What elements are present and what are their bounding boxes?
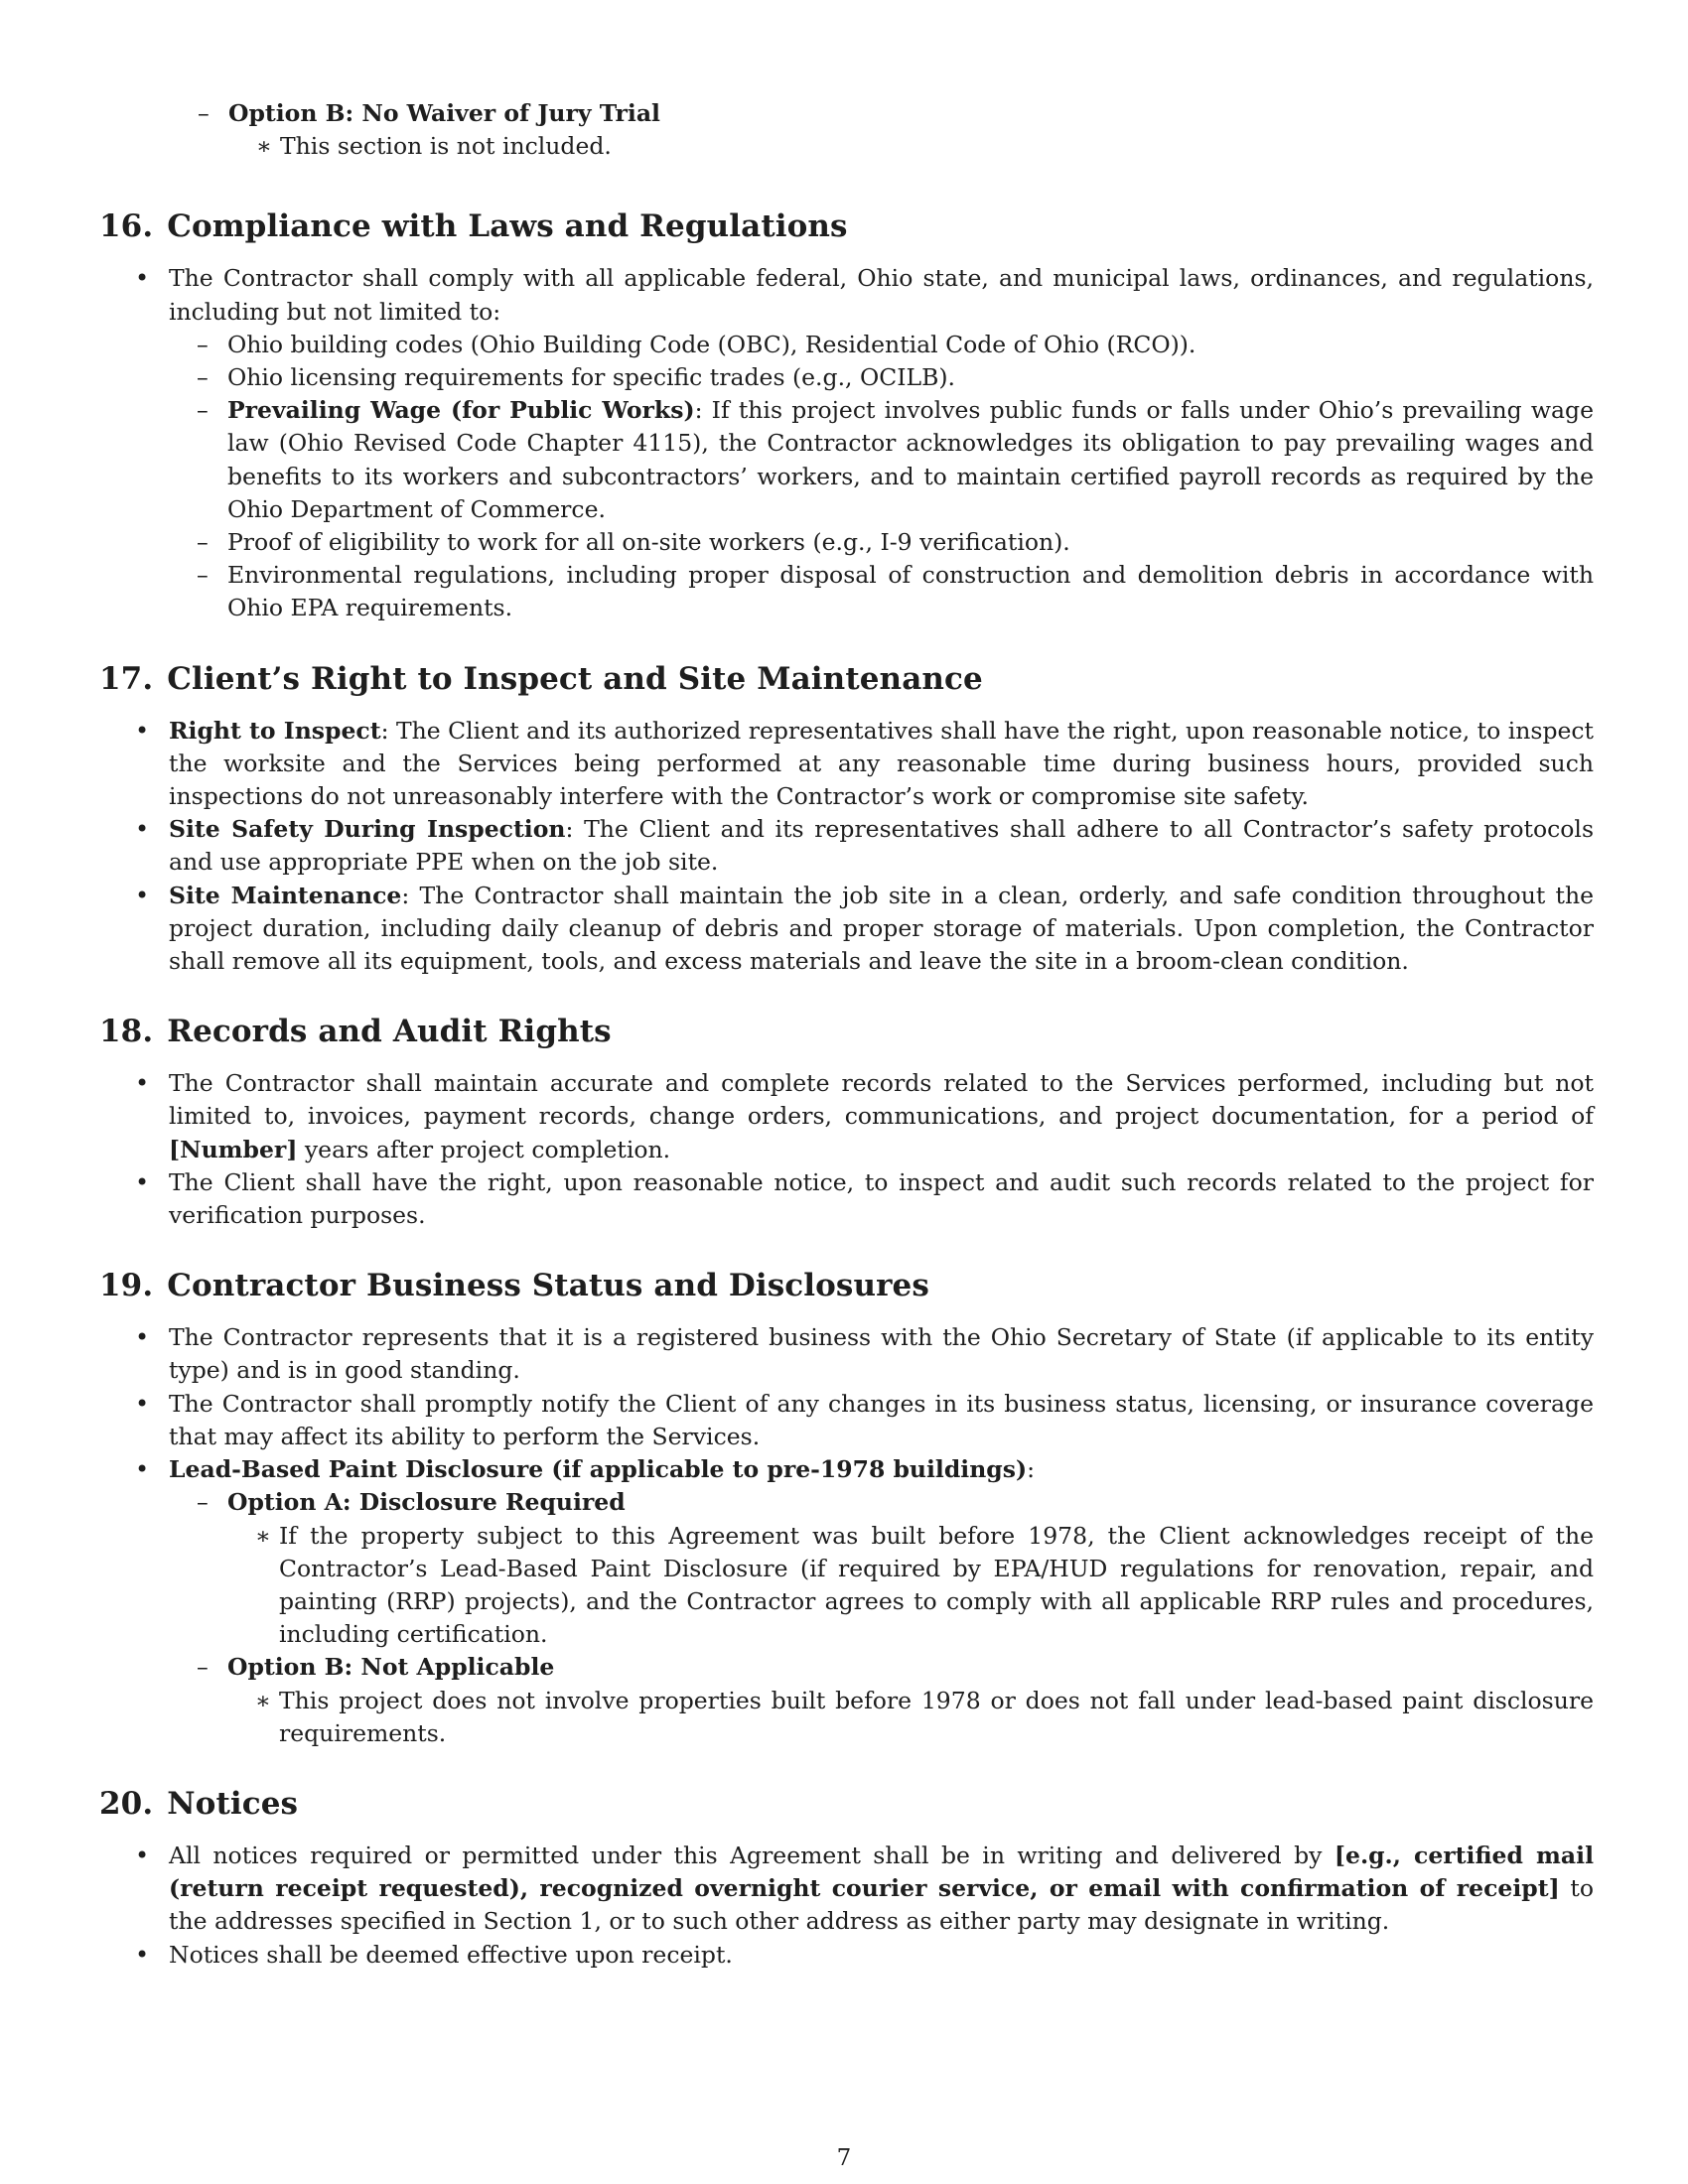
- section-19-list: [99, 1321, 1594, 1750]
- list-item: – Prevailing Wage (for Public Works): If this project involves public funds or falls under Ohio’s prevailing wage law (Ohio Revised Code Chapter 4115), the Contractor acknowledges its obligation to pay prevailing wages and benefits to its workers and subcontractors’ workers, and to maintain certified payroll records as required by the Ohio Department of Commerce.: [169, 394, 1594, 526]
- list-item: • Notices shall be deemed effective upon receipt.: [99, 1939, 1594, 1972]
- list-item: • All notices required or permitted under this Agreement shall be in writing and delivered by [e.g., certified mail (return receipt requested), recognized overnight courier service, or email with confirmation of receipt] to the addresses specified in Section 1, or to such other address as either party may designate in writing.: [99, 1840, 1594, 1939]
- list-item: • Right to Inspect: The Client and its authorized representatives shall have the right, upon reasonable notice, to inspect the worksite and the Services being performed at any reasonable time during business hours, provided such inspections do not unreasonably interfere with the Contractor’s work or compromise site safety.: [99, 715, 1594, 814]
- section-18-list: [99, 1067, 1594, 1232]
- list-item: ∗ If the property subject to this Agreement was built before 1978, the Client acknowledges receipt of the Contractor’s Lead-Based Paint Disclosure (if required by EPA/HUD regulations for renovation, repair, and painting (RRP) projects), and the Contractor agrees to comply with all applicable RRP rules and procedures, including certification.: [227, 1520, 1594, 1652]
- section-heading-18: 18. Records and Audit Rights: [99, 1014, 612, 1050]
- list-item: • Lead-Based Paint Disclosure (if applicable to pre-1978 buildings): – Option A: Disclosure Required ∗ If the property subject to this Agreement was built before 1978, the Client acknowledges receipt of the Contractor’s Lead-Based Paint Disclosure (if required by EPA/HUD regulations for renovation, repair, and painting (RRP) projects), and the Contractor agrees to comply with all applicable RRP rules and procedures, including certification. – Option B: Not Applicable ∗ This project does not involve properties built before 1978 or does not fall under lead-based paint disclosure requirements.: [99, 1453, 1594, 1750]
- list-item: – Ohio building codes (Ohio Building Code (OBC), Residential Code of Ohio (RCO)).: [169, 329, 1594, 361]
- document-body: [99, 97, 1594, 1972]
- list-item: – Ohio licensing requirements for specific trades (e.g., OCILB).: [169, 361, 1594, 394]
- list-item: • The Contractor shall comply with all applicable federal, Ohio state, and municipal laws, ordinances, and regulations, including but not limited to: – Ohio building codes (Ohio Building Code (OBC), Residential Code of Ohio (RCO)). – Ohio licensing requirements for specific trades (e.g., OCILB). – Prevailing Wage (for Public Works): If this project involves public funds or falls under Ohio’s prevailing wage law (Ohio Revised Code Chapter 4115), the Contractor acknowledges its obligation to pay prevailing wages and benefits to its workers and subcontractors’ workers, and to maintain certified payroll records as required by the Ohio Department of Commerce. – Proof of eligibility to work for all on-site workers (e.g., I-9 verification). – Environmental regulations, including proper disposal of construction and demolition debris in accordance with Ohio EPA requirements.: [99, 262, 1594, 624]
- list-item: – Proof of eligibility to work for all on-site workers (e.g., I-9 verification).: [169, 526, 1594, 559]
- list-item: • The Contractor shall promptly notify the Client of any changes in its business status, licensing, or insurance coverage that may affect its ability to perform the Services.: [99, 1388, 1594, 1453]
- section-16-list: [99, 262, 1594, 624]
- list-item: • The Contractor represents that it is a registered business with the Ohio Secretary of State (if applicable to its entity type) and is in good standing.: [99, 1321, 1594, 1387]
- list-item: • The Client shall have the right, upon reasonable notice, to inspect and audit such records related to the project for verification purposes.: [99, 1166, 1594, 1232]
- placeholder-field: [e.g., certified mail (return receipt requested), recognized overnight courier service, or email with confirmation of receipt]: [169, 1841, 1594, 1903]
- list-item: – Environmental regulations, including proper disposal of construction and demolition debris in accordance with Ohio EPA requirements.: [169, 559, 1594, 624]
- list-item: [99, 97, 1594, 163]
- section-heading-16: 16. Compliance with Laws and Regulations: [99, 208, 848, 245]
- section-20-list: [99, 1840, 1594, 1972]
- list-item: ∗ This section is not included.: [228, 130, 1594, 163]
- list-item: ∗ This project does not involve properties built before 1978 or does not fall under lead-based paint disclosure requirements.: [227, 1685, 1594, 1750]
- list-item: – Option B: Not Applicable ∗ This project does not involve properties built before 1978 or does not fall under lead-based paint disclosure requirements.: [169, 1651, 1594, 1750]
- section-heading-17: 17. Client’s Right to Inspect and Site Maintenance: [99, 660, 983, 697]
- list-item: • Site Safety During Inspection: The Client and its representatives shall adhere to all Contractor’s safety protocols and use appropriate PPE when on the job site.: [99, 813, 1594, 879]
- section-heading-20: 20. Notices: [99, 1785, 299, 1822]
- list-item: • Site Maintenance: The Contractor shall maintain the job site in a clean, orderly, and safe condition throughout the project duration, including daily cleanup of debris and proper storage of materials. Upon completion, the Contractor shall remove all its equipment, tools, and excess materials and leave the site in a broom-clean condition.: [99, 880, 1594, 979]
- section-17-list: [99, 715, 1594, 979]
- list-item: – Option A: Disclosure Required ∗ If the property subject to this Agreement was built before 1978, the Client acknowledges receipt of the Contractor’s Lead-Based Paint Disclosure (if required by EPA/HUD regulations for renovation, repair, and painting (RRP) projects), and the Contractor agrees to comply with all applicable RRP rules and procedures, including certification.: [169, 1486, 1594, 1651]
- placeholder-field: [Number]: [169, 1135, 298, 1163]
- list-item: • The Contractor shall maintain accurate and complete records related to the Services performed, including but not limited to, invoices, payment records, change orders, communications, and project documentation, for a period of [Number] years after project completion.: [99, 1067, 1594, 1166]
- option-label: Option B: No Waiver of Jury Trial: [228, 99, 660, 127]
- continued-option-list: [99, 97, 1594, 163]
- page-number: 7: [836, 2145, 852, 2171]
- section-heading-19: 19. Contractor Business Status and Disclosures: [99, 1268, 929, 1304]
